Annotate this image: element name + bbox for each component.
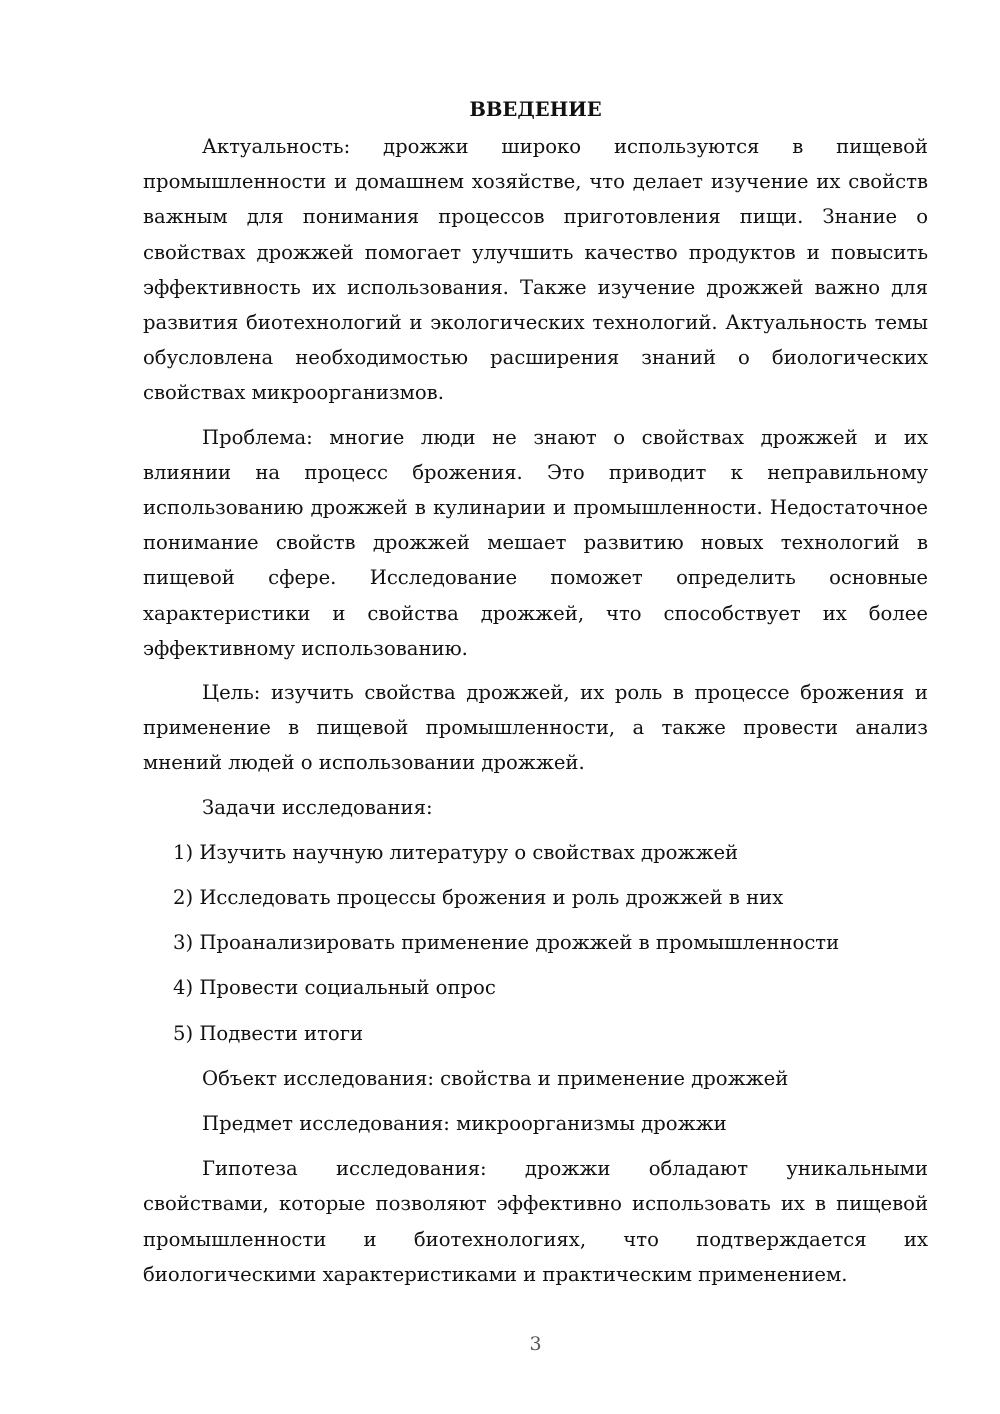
page-content	[143, 95, 928, 1301]
page-number: 3	[529, 1333, 542, 1355]
relevance-paragraph: Актуальность: дрожжи широко используются в пищевой промышленности и домашнем хозяйстве, что делает изучение их свойств важным для понимания процессов приготовления пищи. Знание о свойствах дрожжей помогает улучшить качество продуктов и повысить эффективность их использования. Также изучение дрожжей важно для развития биотехнологий и экологических технологий. Актуальность темы обусловлена необходимостью расширения знаний о биологических свойствах микроорганизмов.	[143, 135, 928, 405]
research-object: Объект исследования: свойства и применение дрожжей	[202, 1066, 789, 1090]
goal-paragraph: Цель: изучить свойства дрожжей, их роль в процессе брожения и применение в пищевой промышленности, а также провести анализ мнений людей о использовании дрожжей.	[143, 681, 928, 775]
page-title: ВВЕДЕНИЕ	[469, 98, 602, 121]
tasks-heading: Задачи исследования:	[202, 795, 433, 819]
list-item: 2) Исследовать процессы брожения и роль дрожжей в них	[173, 886, 784, 910]
list-item: 1) Изучить научную литературу о свойствах дрожжей	[173, 840, 739, 864]
hypothesis-paragraph: Гипотеза исследования: дрожжи обладают уникальными свойствами, которые позволяют эффективно использовать их в пищевой промышленности и биотехнологиях, что подтверждается их биологическими характеристиками и практическим применением.	[143, 1157, 928, 1286]
research-subject: Предмет исследования: микроорганизмы дрожжи	[202, 1112, 727, 1136]
list-item: 5) Подвести итоги	[173, 1021, 364, 1045]
list-item: 4) Провести социальный опрос	[173, 976, 496, 1000]
tasks-list	[143, 835, 928, 1051]
problem-paragraph: Проблема: многие люди не знают о свойствах дрожжей и их влиянии на процесс брожения. Это приводит к неправильному использованию дрожжей в кулинарии и промышленности. Недостаточное понимание свойств дрожжей мешает развитию новых технологий в пищевой сфере. Исследование поможет определить основные характеристики и свойства дрожжей, что способствует их более эффективному использованию.	[143, 425, 928, 660]
list-item: 3) Проанализировать применение дрожжей в промышленности	[173, 931, 840, 955]
